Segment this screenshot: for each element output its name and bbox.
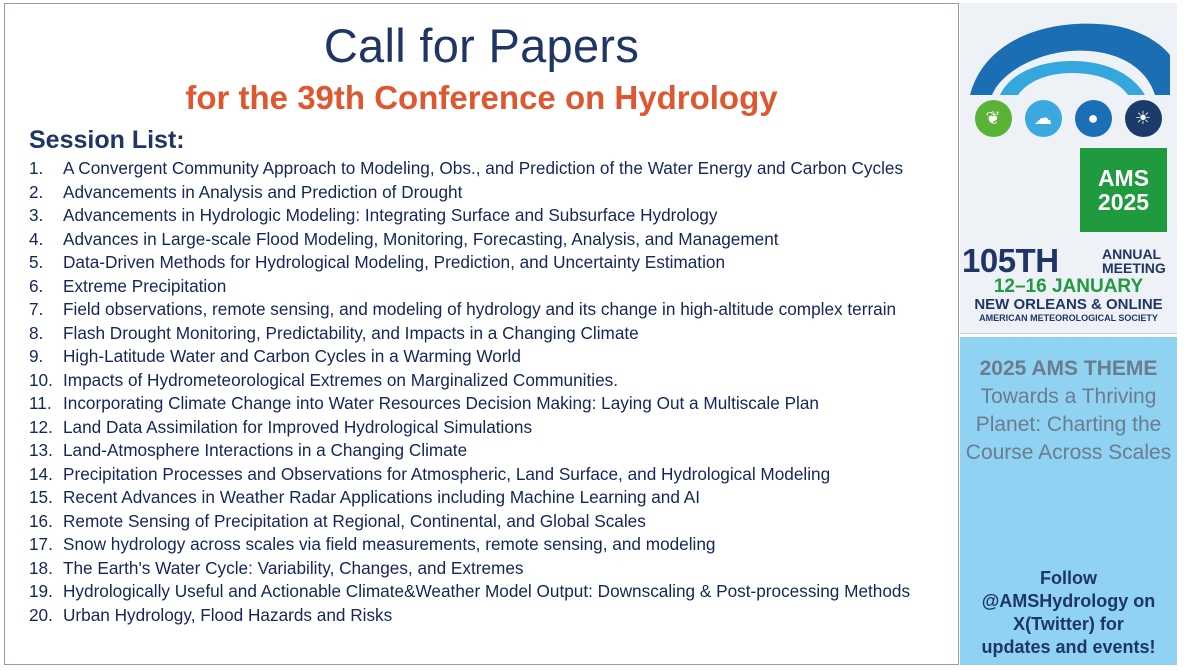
session-number: 19. [29,581,53,601]
session-label: Impacts of Hydrometeorological Extremes on Marginalized Communities. [63,369,618,390]
session-label: Field observations, remote sensing, and modeling of hydrology and its change in high-altitude complex terrain [63,299,897,319]
annual-number: 105TH [962,242,1059,279]
session-number: 18. [29,557,53,578]
ams-logo [960,3,1177,334]
theme-line-3: Course Across Scales [965,441,1172,464]
session-item [29,580,910,604]
session-label: Flash Drought Monitoring, Predictability, and Impacts in a Changing Climate [63,322,639,343]
session-number: 7. [29,299,44,319]
session-item [29,463,910,487]
sun-icon: ☀ [1125,100,1162,137]
session-number: 20. [29,604,53,625]
ams-sidebar [960,3,1177,665]
leaf-icon: ❦ [975,100,1012,137]
session-label: Precipitation Processes and Observations for Atmospheric, Land Surface, and Hydrological Modeling [63,463,831,484]
session-label: Advancements in Hydrologic Modeling: Integrating Surface and Subsurface Hydrology [63,205,718,225]
badge-line-1: AMS [1097,165,1150,191]
session-list-heading: Session List: [29,126,185,154]
annual-label-line-1: ANNUAL [1102,246,1162,262]
session-label: Land Data Assimilation for Improved Hydrological Simulations [63,416,533,437]
session-number: 1. [29,158,44,178]
session-item [29,322,910,346]
annual-meeting-label [1102,247,1166,275]
session-item [29,557,910,581]
call-for-papers-panel [4,3,959,665]
session-label: A Convergent Community Approach to Modeling, Obs., and Prediction of the Water Energy and Carbon Cycles [63,158,904,178]
session-label: Hydrologically Useful and Actionable Climate&Weather Model Output: Downscaling & Post-processing Methods [63,581,911,601]
follow-line-2: @AMSHydrology on [981,591,1156,611]
session-item [29,181,910,205]
session-item [29,510,910,534]
session-item [29,228,910,252]
session-item [29,298,910,322]
session-item [29,416,910,440]
theme-panel [960,337,1177,665]
session-number: 3. [29,205,44,225]
meeting-info [960,243,1177,325]
session-number: 8. [29,322,44,343]
ams-2025-badge [1080,148,1167,232]
session-number: 6. [29,275,44,296]
session-number: 14. [29,463,53,484]
session-number: 15. [29,487,53,507]
follow-callout [960,567,1177,659]
session-item [29,392,910,416]
session-item [29,439,910,463]
session-item [29,157,910,181]
session-item [29,204,910,228]
session-item [29,275,910,299]
session-number: 13. [29,440,53,460]
follow-line-3: X(Twitter) for [1013,614,1124,634]
theme-line-1: Towards a Thriving [980,385,1157,408]
theme-line-2: Planet: Charting the [975,413,1162,436]
session-number: 12. [29,416,53,437]
meeting-dates: 12–16 JANUARY [993,276,1144,297]
meeting-location: NEW ORLEANS & ONLINE [974,296,1163,313]
session-label: Data-Driven Methods for Hydrological Modeling, Prediction, and Uncertainty Estimation [63,252,726,272]
session-label: Remote Sensing of Precipitation at Regional, Continental, and Global Scales [63,510,646,531]
follow-line-4: updates and events! [981,637,1156,657]
session-number: 2. [29,181,44,202]
logo-arc-graphic [960,3,1177,103]
session-number: 16. [29,510,53,531]
session-item [29,345,910,369]
session-label: Advancements in Analysis and Prediction of Drought [63,181,463,202]
session-label: Extreme Precipitation [63,275,227,296]
session-number: 10. [29,369,53,390]
session-item [29,486,910,510]
annual-label-line-2: MEETING [1102,260,1166,276]
cloud-icon: ☁ [1025,100,1062,137]
theme-text [960,383,1177,467]
session-item [29,369,910,393]
session-item [29,251,910,275]
society-name: AMERICAN METEOROLOGICAL SOCIETY [979,313,1158,323]
session-label: Incorporating Climate Change into Water Resources Decision Making: Laying Out a Multiscale Plan [63,393,819,413]
session-label: Urban Hydrology, Flood Hazards and Risks [63,604,393,625]
session-item [29,533,910,557]
session-label: Advances in Large-scale Flood Modeling, Monitoring, Forecasting, Analysis, and Management [63,228,779,249]
page-title: Call for Papers [323,19,640,72]
session-number: 4. [29,228,44,249]
badge-line-2: 2025 [1097,189,1150,215]
session-item [29,604,910,628]
session-number: 17. [29,534,53,554]
session-label: The Earth's Water Cycle: Variability, Changes, and Extremes [63,557,524,578]
water-drop-icon: ● [1075,100,1112,137]
session-label: Recent Advances in Weather Radar Applications including Machine Learning and AI [63,487,700,507]
theme-heading: 2025 AMS THEME [979,357,1158,380]
session-number: 11. [29,393,52,413]
page-subtitle: for the 39th Conference on Hydrology [185,79,778,116]
session-list [29,157,910,627]
session-label: High-Latitude Water and Carbon Cycles in a Warming World [63,346,521,366]
session-number: 5. [29,252,44,272]
logo-icon-row [968,98,1168,138]
follow-line-1: Follow [1040,568,1097,588]
session-number: 9. [29,346,44,366]
session-label: Snow hydrology across scales via field measurements, remote sensing, and modeling [63,534,716,554]
session-label: Land-Atmosphere Interactions in a Changing Climate [63,440,468,460]
